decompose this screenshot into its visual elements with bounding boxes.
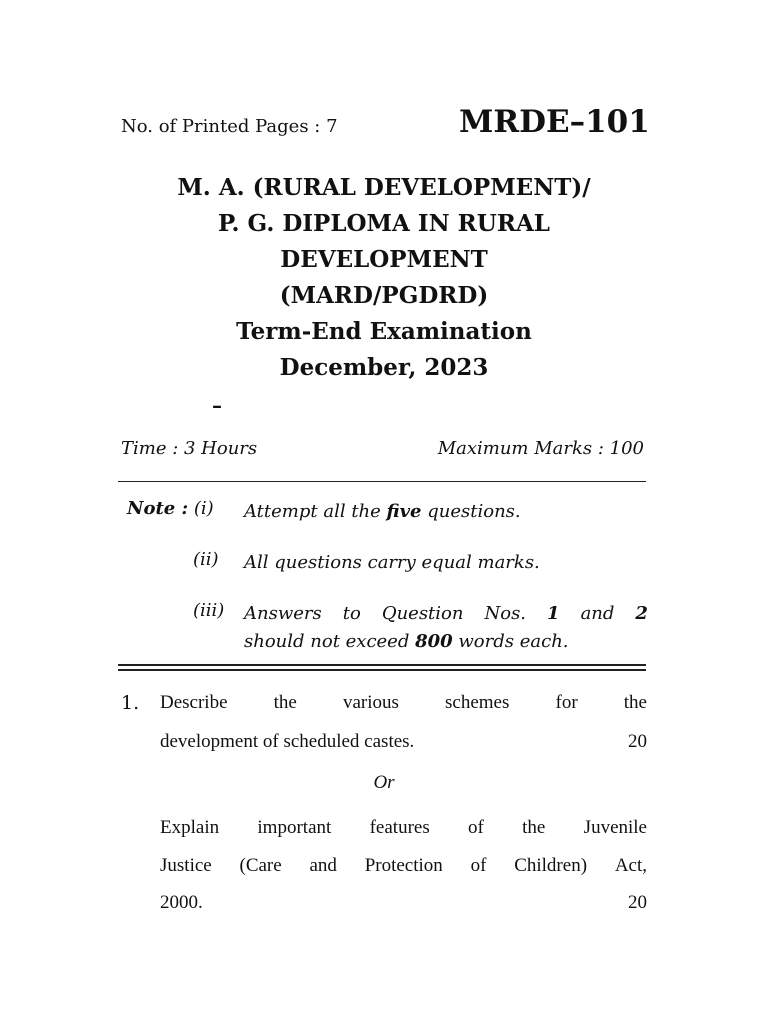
q1-alt-line-3-text: 2000. [160,892,203,913]
divider-top [118,481,646,482]
q1-alt-word: the [522,817,546,838]
q1-alt-word: Protection [364,855,443,876]
title-dash: – [212,393,222,417]
note-1-text-a: Attempt all the [244,501,387,522]
note-item-3-line-1 [244,600,648,628]
divider-double-top [118,664,646,666]
title-line-5: Term-End Examination [236,318,532,345]
question-1-alt-line-3 [160,892,647,914]
divider-double-bottom [118,669,646,671]
note-1-bold: five [386,501,422,522]
q1-word: for [555,692,578,713]
q1-alt-word: Justice [160,855,212,876]
q1-alt-word: Juvenile [583,817,647,838]
title-line-3: DEVELOPMENT [280,246,488,273]
note-label-text: Note [127,498,176,519]
note-num-3: (iii) [193,600,225,621]
course-code: MRDE–101 [459,104,650,140]
q1-alt-word: and [309,855,337,876]
note-num-2: (ii) [193,549,219,570]
question-number: 1. [121,692,140,714]
note-3-text-a: should not exceed [244,631,416,652]
note-3-text-b: words each. [452,631,569,652]
note-label [127,498,214,519]
q1-alt-word: features [369,817,430,838]
q1-alt-word: (Care [239,855,282,876]
note-3-word: 1 [547,603,560,624]
q1-alt-word: important [257,817,332,838]
q1-word: the [623,692,647,713]
max-marks: Maximum Marks : 100 [437,438,644,459]
title-line-6: December, 2023 [279,354,489,381]
note-3-word: Answers [244,603,322,624]
note-1-text-b: questions. [421,501,521,522]
q1-line-2-text: development of scheduled castes. [160,731,415,752]
note-3-word: Nos. [484,603,527,624]
q1-alt-word: Act, [614,855,647,876]
note-3-bold: 800 [415,631,453,652]
q1-alt-word: of [468,817,484,838]
or-separator: Or [373,772,395,793]
q1-alt-marks: 20 [628,892,647,913]
note-3-word: 2 [635,603,648,624]
question-1-alt-line-2 [160,855,647,877]
q1-marks: 20 [628,731,647,752]
title-line-2: P. G. DIPLOMA IN RURAL [218,210,550,237]
question-1-line-1 [160,692,647,714]
exam-title [0,170,768,386]
q1-word: the [273,692,297,713]
q1-word: Describe [160,692,228,713]
printed-pages: No. of Printed Pages : 7 [121,116,338,137]
note-3-word: and [580,603,615,624]
title-line-4: (MARD/PGDRD) [279,282,489,309]
question-1-alt-line-1 [160,817,647,839]
q1-word: schemes [445,692,510,713]
note-3-word: to [342,603,361,624]
note-label-colon: : [175,498,189,519]
q1-word: various [342,692,399,713]
question-1-line-2 [160,731,647,753]
q1-alt-word: of [470,855,487,876]
title-line-1: M. A. (RURAL DEVELOPMENT)/ [177,174,591,201]
note-item-3-line-2 [244,628,648,656]
note-3-word: Question [381,603,464,624]
note-item-2: All questions carry equal marks. [244,552,540,573]
q1-alt-word: Children) [514,855,588,876]
q1-alt-word: Explain [160,817,220,838]
note-num-1: (i) [193,498,214,519]
note-item-1 [244,498,648,526]
exam-time: Time : 3 Hours [121,438,258,459]
